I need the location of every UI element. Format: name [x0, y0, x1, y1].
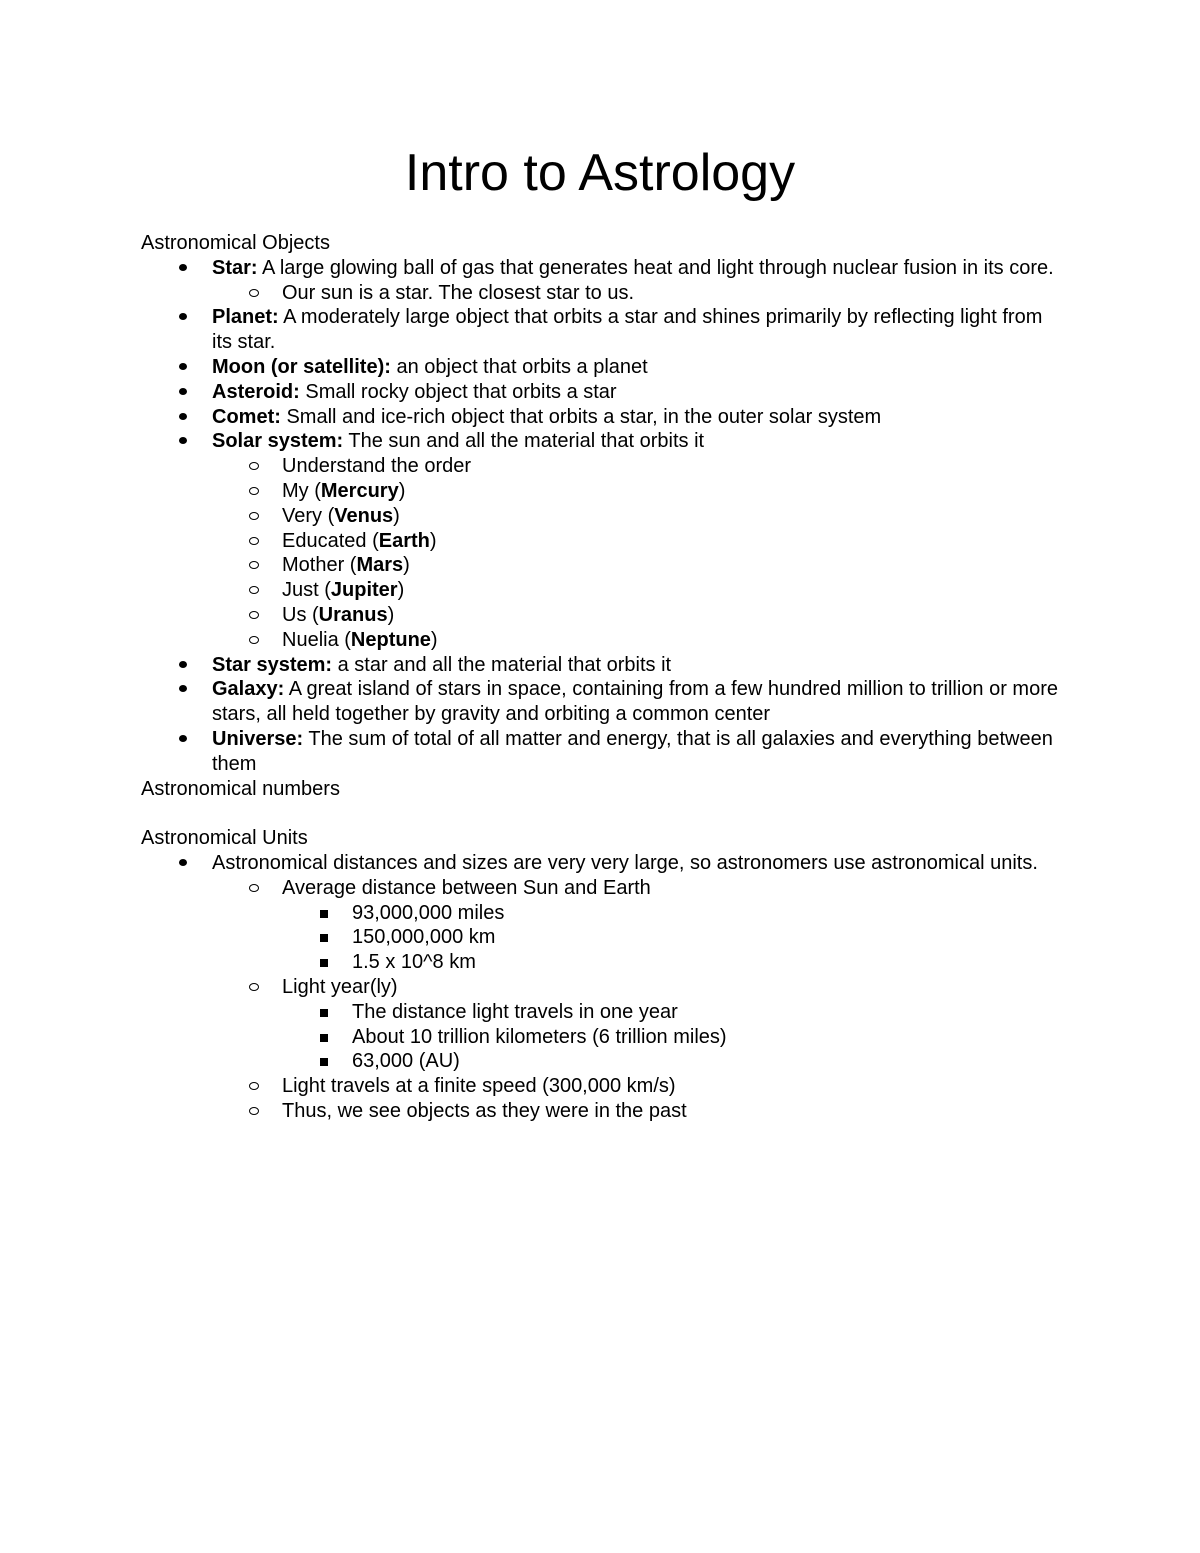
section-heading-objects: Astronomical Objects — [141, 232, 330, 254]
list-item-order — [141, 454, 1061, 479]
list-item-moon — [141, 355, 1061, 380]
mnemonic-item: Mother (Mars) — [141, 553, 1061, 578]
list-item-light-speed — [141, 1074, 1061, 1099]
bullet-dot-icon — [179, 313, 187, 320]
term-universe: Universe: — [212, 727, 304, 750]
document-body — [141, 231, 1061, 1124]
mnemonic-item: Very (Venus) — [141, 504, 1061, 529]
blank-line — [141, 801, 1061, 826]
bullet-circle-icon — [249, 586, 259, 594]
light-year-label: Light year(ly) — [282, 975, 398, 998]
mnemonic-word: Just — [282, 579, 319, 602]
average-distance-label: Average distance between Sun and Earth — [282, 876, 651, 899]
past-view-note: Thus, we see objects as they were in the past — [282, 1099, 687, 1122]
list-item-distance-value — [141, 901, 1061, 926]
objects-list — [141, 256, 1061, 777]
bullet-square-icon — [320, 1009, 328, 1017]
term-moon: Moon (or satellite): — [212, 355, 391, 378]
mnemonic-word: Us — [282, 603, 307, 626]
bullet-circle-icon — [249, 561, 259, 569]
bullet-square-icon — [320, 1034, 328, 1042]
mnemonic-planet: Earth — [378, 529, 430, 552]
mnemonic-word: Nuelia — [282, 628, 339, 651]
order-label: Understand the order — [282, 455, 472, 478]
light-year-detail: About 10 trillion kilometers (6 trillion miles) — [352, 1025, 727, 1048]
bullet-dot-icon — [179, 388, 187, 395]
definition-star-system: a star and all the material that orbits it — [332, 653, 672, 676]
list-item-solar-system — [141, 429, 1061, 454]
distance-value: 93,000,000 miles — [352, 901, 505, 924]
distance-value: 150,000,000 km — [352, 926, 496, 949]
distance-value: 1.5 x 10^8 km — [352, 951, 476, 974]
list-item-asteroid — [141, 380, 1061, 405]
mnemonic-word: My — [282, 479, 309, 502]
list-item-star-sub — [141, 281, 1061, 306]
list-item-past-view — [141, 1099, 1061, 1124]
mnemonic-item: Educated (Earth) — [141, 529, 1061, 554]
list-item-star-system — [141, 653, 1061, 678]
bullet-dot-icon — [179, 413, 187, 420]
definition-solar-system: The sun and all the material that orbits it — [343, 430, 705, 453]
mnemonic-word: Educated — [282, 529, 367, 552]
list-item-light-year-detail — [141, 1000, 1061, 1025]
mnemonic-planet: Jupiter — [330, 579, 398, 602]
units-list — [141, 851, 1061, 1124]
definition-asteroid: Small rocky object that orbits a star — [299, 380, 617, 403]
definition-moon: an object that orbits a planet — [390, 355, 648, 378]
bullet-circle-icon — [249, 636, 259, 644]
term-galaxy: Galaxy: — [212, 678, 285, 701]
mnemonic-item: Nuelia (Neptune) — [141, 628, 1061, 653]
bullet-circle-icon — [249, 487, 259, 495]
list-item-star — [141, 256, 1061, 281]
bullet-circle-icon — [249, 462, 259, 470]
list-item-light-year-detail — [141, 1025, 1061, 1050]
section-heading-numbers: Astronomical numbers — [141, 777, 340, 800]
mnemonic-planet: Uranus — [318, 603, 388, 626]
definition-comet: Small and ice-rich object that orbits a star, in the outer solar system — [280, 405, 882, 428]
mnemonic-item: Us (Uranus) — [141, 603, 1061, 628]
bullet-circle-icon — [249, 512, 259, 520]
bullet-circle-icon — [249, 1107, 259, 1115]
bullet-square-icon — [320, 910, 328, 918]
light-speed-note: Light travels at a finite speed (300,000 km/s) — [282, 1075, 676, 1098]
list-item-galaxy — [141, 677, 1061, 727]
bullet-square-icon — [320, 1058, 328, 1066]
term-solar-system: Solar system: — [212, 430, 344, 453]
term-star-system: Star system: — [212, 653, 333, 676]
star-note: Our sun is a star. The closest star to us. — [282, 281, 635, 304]
bullet-dot-icon — [179, 661, 187, 668]
mnemonic-planet: Neptune — [350, 628, 431, 651]
definition-planet: A moderately large object that orbits a star and shines primarily by reflecting light from its star. — [212, 306, 1043, 354]
bullet-circle-icon — [249, 611, 259, 619]
bullet-dot-icon — [179, 264, 187, 271]
bullet-dot-icon — [179, 437, 187, 444]
mnemonic-planet: Mars — [356, 554, 404, 577]
mnemonic-item: My (Mercury) — [141, 479, 1061, 504]
list-item-distance-value — [141, 925, 1061, 950]
mnemonic-word: Mother — [282, 554, 345, 577]
mnemonic-planet: Venus — [334, 504, 394, 527]
list-item-distance-value — [141, 950, 1061, 975]
definition-star: A large glowing ball of gas that generates heat and light through nuclear fusion in its core. — [257, 256, 1054, 279]
bullet-circle-icon — [249, 884, 259, 892]
mnemonic-item: Just (Jupiter) — [141, 578, 1061, 603]
list-item-comet — [141, 405, 1061, 430]
bullet-circle-icon — [249, 537, 259, 545]
light-year-detail: 63,000 (AU) — [352, 1050, 460, 1073]
bullet-dot-icon — [179, 735, 187, 742]
bullet-dot-icon — [179, 363, 187, 370]
list-item-light-year-detail — [141, 1049, 1061, 1074]
section-heading-units: Astronomical Units — [141, 827, 308, 850]
mnemonic-planet: Mercury — [320, 479, 399, 502]
term-planet: Planet: — [212, 306, 279, 329]
bullet-circle-icon — [249, 983, 259, 991]
bullet-square-icon — [320, 934, 328, 942]
list-item-universe — [141, 727, 1061, 777]
bullet-dot-icon — [179, 859, 187, 866]
page-title: Intro to Astrology — [404, 144, 796, 202]
bullet-circle-icon — [249, 1082, 259, 1090]
definition-galaxy: A great island of stars in space, containing from a few hundred million to trillion or more stars, all held together by gravity and orbiting a common center — [212, 678, 1058, 726]
list-item-average-distance — [141, 876, 1061, 901]
bullet-circle-icon — [249, 289, 259, 297]
definition-universe: The sum of total of all matter and energy, that is all galaxies and everything between them — [212, 727, 1053, 775]
bullet-square-icon — [320, 959, 328, 967]
term-asteroid: Asteroid: — [212, 380, 300, 403]
mnemonic-word: Very — [282, 504, 323, 527]
list-item-units-intro — [141, 851, 1061, 876]
bullet-dot-icon — [179, 685, 187, 692]
term-comet: Comet: — [212, 405, 281, 428]
light-year-detail: The distance light travels in one year — [352, 1000, 678, 1023]
units-intro: Astronomical distances and sizes are very very large, so astronomers use astronomical units. — [212, 851, 1038, 874]
list-item-planet — [141, 305, 1061, 355]
list-item-light-year — [141, 975, 1061, 1000]
term-star: Star: — [212, 256, 258, 279]
